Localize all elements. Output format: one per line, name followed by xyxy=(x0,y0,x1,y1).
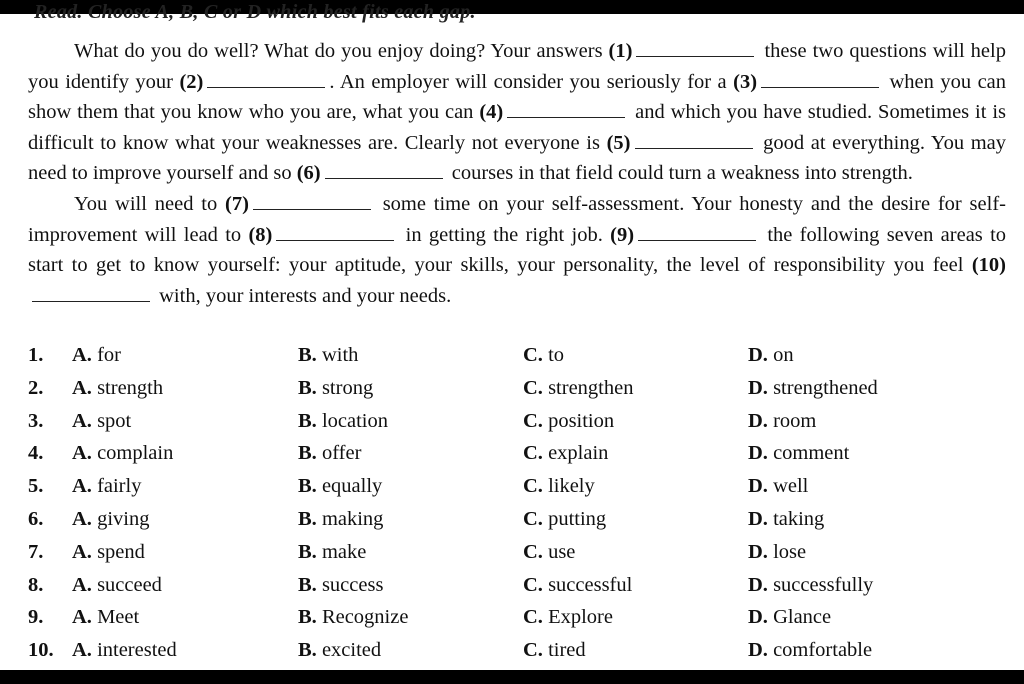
option-text: strengthen xyxy=(548,376,634,399)
option-b[interactable] xyxy=(298,339,358,372)
option-letter: B. xyxy=(298,409,317,432)
option-a[interactable] xyxy=(72,601,139,634)
question-number: 7. xyxy=(28,540,44,563)
option-letter: B. xyxy=(298,376,317,399)
question-row xyxy=(28,634,1008,667)
option-a[interactable] xyxy=(72,470,141,503)
question-number: 5. xyxy=(28,475,44,498)
gap-number: (5) xyxy=(606,131,631,154)
option-a[interactable] xyxy=(72,536,145,569)
option-text: success xyxy=(321,573,384,596)
option-letter: D. xyxy=(748,376,768,399)
option-text: location xyxy=(321,409,388,432)
question-row xyxy=(28,405,1008,438)
gap-number: (7) xyxy=(225,192,249,215)
option-letter: C. xyxy=(523,409,543,432)
answer-blank[interactable] xyxy=(507,99,625,118)
option-text: Glance xyxy=(773,606,832,629)
answer-blank[interactable] xyxy=(253,191,371,210)
option-text: making xyxy=(321,507,384,530)
option-a[interactable] xyxy=(72,372,163,405)
option-letter: C. xyxy=(523,573,543,596)
question-number: 3. xyxy=(28,409,44,432)
option-letter: C. xyxy=(523,475,543,498)
option-letter: D. xyxy=(748,507,768,530)
option-b[interactable] xyxy=(298,634,381,667)
gap-number: (1) xyxy=(608,40,633,62)
answer-blank[interactable] xyxy=(761,69,879,88)
question-row xyxy=(28,372,1008,405)
option-text: giving xyxy=(97,507,150,530)
option-d[interactable] xyxy=(748,339,794,372)
option-text: Recognize xyxy=(321,606,409,629)
option-a[interactable] xyxy=(72,437,173,470)
gap-number: (6) xyxy=(296,162,321,185)
option-letter: C. xyxy=(523,507,543,530)
cropped-instruction-heading: Read. Choose A, B, C or D which best fits each gap. xyxy=(34,1,476,23)
option-text: to xyxy=(548,344,565,366)
option-letter: B. xyxy=(298,475,317,498)
option-letter: B. xyxy=(298,606,317,629)
passage-text: and which you have studied. Sometimes it is difficult to know what your weaknesses are. Clearly not everyone is xyxy=(28,101,1006,154)
option-text: Meet xyxy=(97,606,140,629)
worksheet-page xyxy=(0,1,1024,670)
option-d[interactable] xyxy=(748,601,831,634)
option-b[interactable] xyxy=(298,437,361,470)
option-d[interactable] xyxy=(748,437,849,470)
option-text: lose xyxy=(773,540,807,563)
option-letter: A. xyxy=(72,344,92,366)
option-b[interactable] xyxy=(298,569,383,602)
option-text: successful xyxy=(548,573,633,596)
option-b[interactable] xyxy=(298,601,408,634)
option-d[interactable] xyxy=(748,503,824,536)
question-number: 8. xyxy=(28,573,44,596)
option-c[interactable] xyxy=(523,405,614,438)
option-d[interactable] xyxy=(748,634,872,667)
option-text: make xyxy=(321,540,367,563)
passage-text: some time on your self-assessment. Your honesty and the desire for self-improvement will lead to xyxy=(28,192,1006,246)
option-d[interactable] xyxy=(748,372,878,405)
passage-text: with, your interests and your needs. xyxy=(154,284,452,307)
option-c[interactable] xyxy=(523,536,575,569)
passage-text: these two questions will help you identify your xyxy=(28,40,1006,93)
option-text: excited xyxy=(321,639,382,662)
answer-blank[interactable] xyxy=(636,38,754,57)
option-letter: D. xyxy=(748,606,768,629)
question-number: 10. xyxy=(28,639,54,662)
option-letter: D. xyxy=(748,540,768,563)
gap-number: (3) xyxy=(733,70,758,93)
option-letter: A. xyxy=(72,376,92,399)
option-letter: B. xyxy=(298,442,317,465)
answer-options-list xyxy=(28,339,1008,667)
option-letter: C. xyxy=(523,344,543,366)
answer-blank[interactable] xyxy=(325,160,443,179)
option-letter: A. xyxy=(72,639,92,662)
option-c[interactable] xyxy=(523,634,586,667)
option-text: strength xyxy=(97,376,164,399)
option-letter: B. xyxy=(298,573,317,596)
gap-number: (2) xyxy=(179,70,204,93)
option-c[interactable] xyxy=(523,470,595,503)
option-letter: C. xyxy=(523,442,543,465)
option-letter: A. xyxy=(72,540,92,563)
option-letter: A. xyxy=(72,507,92,530)
passage-text: good at everything. You may need to improve yourself and so xyxy=(28,131,1006,185)
option-text: spot xyxy=(97,409,132,432)
option-d[interactable] xyxy=(748,536,806,569)
question-number: 6. xyxy=(28,507,44,530)
option-d[interactable] xyxy=(748,569,873,602)
option-c[interactable] xyxy=(523,601,613,634)
option-c[interactable] xyxy=(523,372,633,405)
option-letter: D. xyxy=(748,475,768,498)
option-letter: B. xyxy=(298,507,317,530)
option-text: putting xyxy=(548,507,607,530)
option-letter: B. xyxy=(298,540,317,563)
question-number: 9. xyxy=(28,606,44,629)
question-row xyxy=(28,601,1008,634)
option-text: strong xyxy=(321,376,374,399)
passage-text: the following seven areas to start to get to know yourself: your aptitude, your skills, your personality, the level of responsibility you feel xyxy=(28,223,1007,277)
option-text: room xyxy=(773,409,817,432)
option-letter: C. xyxy=(523,639,543,662)
option-text: likely xyxy=(548,475,595,498)
option-letter: B. xyxy=(298,639,317,662)
option-text: interested xyxy=(97,639,177,662)
option-c[interactable] xyxy=(523,339,564,372)
option-text: comment xyxy=(773,442,850,465)
passage-text: You will need to xyxy=(74,192,225,215)
option-text: offer xyxy=(321,442,362,465)
option-a[interactable] xyxy=(72,503,149,536)
option-text: succeed xyxy=(97,573,162,596)
answer-blank[interactable] xyxy=(638,222,756,241)
option-text: Explore xyxy=(548,606,613,629)
gap-number: (8) xyxy=(248,223,273,246)
option-text: with xyxy=(321,344,359,366)
option-a[interactable] xyxy=(72,339,121,372)
option-text: tired xyxy=(548,639,586,662)
option-letter: B. xyxy=(298,344,317,366)
option-letter: A. xyxy=(72,606,92,629)
option-letter: D. xyxy=(748,573,768,596)
option-letter: D. xyxy=(748,442,768,465)
option-letter: A. xyxy=(72,442,92,465)
option-text: position xyxy=(548,409,615,432)
option-d[interactable] xyxy=(748,470,808,503)
option-letter: C. xyxy=(523,606,543,629)
passage-text: What do you do well? What do you enjoy doing? Your answers xyxy=(74,40,609,62)
question-row xyxy=(28,437,1008,470)
option-b[interactable] xyxy=(298,405,388,438)
reading-passage xyxy=(28,36,1006,311)
option-text: on xyxy=(773,344,794,366)
option-letter: D. xyxy=(748,344,768,366)
option-letter: A. xyxy=(72,409,92,432)
option-c[interactable] xyxy=(523,569,632,602)
option-text: taking xyxy=(773,507,825,530)
passage-text: . An employer will consider you seriously for a xyxy=(329,70,734,93)
question-number: 4. xyxy=(28,442,44,465)
passage-paragraph-2 xyxy=(28,189,1006,311)
option-c[interactable] xyxy=(523,503,606,536)
question-number: 1. xyxy=(28,344,44,366)
option-text: well xyxy=(773,475,809,498)
option-text: comfortable xyxy=(773,639,873,662)
option-text: explain xyxy=(548,442,609,465)
gap-number: (10) xyxy=(971,254,1006,277)
option-b[interactable] xyxy=(298,470,382,503)
option-text: use xyxy=(548,540,576,563)
option-b[interactable] xyxy=(298,372,373,405)
passage-text: courses in that field could turn a weakness into strength. xyxy=(446,162,913,185)
question-row xyxy=(28,339,1008,372)
question-row xyxy=(28,503,1008,536)
option-letter: C. xyxy=(523,376,543,399)
answer-blank[interactable] xyxy=(276,222,394,241)
answer-blank[interactable] xyxy=(207,69,325,88)
question-row xyxy=(28,536,1008,569)
option-text: strengthened xyxy=(773,376,878,399)
option-text: for xyxy=(97,344,121,366)
option-b[interactable] xyxy=(298,536,366,569)
option-letter: D. xyxy=(748,639,768,662)
option-text: complain xyxy=(97,442,174,465)
option-a[interactable] xyxy=(72,405,131,438)
option-b[interactable] xyxy=(298,503,383,536)
option-c[interactable] xyxy=(523,437,608,470)
gap-number: (9) xyxy=(610,223,635,246)
question-row xyxy=(28,569,1008,602)
gap-number: (4) xyxy=(479,101,504,124)
passage-text: when you can show them that you know who you are, what you can xyxy=(28,70,1007,124)
option-a[interactable] xyxy=(72,569,162,602)
passage-text: in getting the right job. xyxy=(398,223,611,246)
option-text: successfully xyxy=(773,573,874,596)
option-text: spend xyxy=(97,540,145,563)
option-letter: D. xyxy=(748,409,768,432)
option-a[interactable] xyxy=(72,634,177,667)
question-number: 2. xyxy=(28,376,44,399)
option-letter: C. xyxy=(523,540,543,563)
answer-blank[interactable] xyxy=(32,283,150,302)
option-letter: A. xyxy=(72,573,92,596)
passage-paragraph-1 xyxy=(28,36,1006,189)
option-letter: A. xyxy=(72,475,92,498)
question-row xyxy=(28,470,1008,503)
option-d[interactable] xyxy=(748,405,816,438)
option-text: fairly xyxy=(97,475,142,498)
option-text: equally xyxy=(321,475,383,498)
answer-blank[interactable] xyxy=(635,130,753,149)
